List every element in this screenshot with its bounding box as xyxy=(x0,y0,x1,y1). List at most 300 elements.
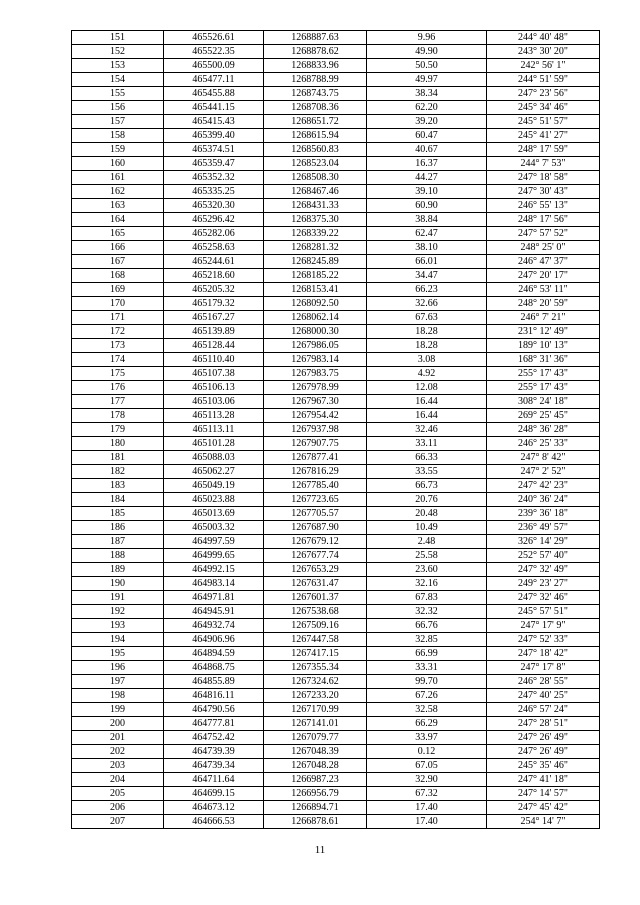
x-coordinate-cell: 464673.12 xyxy=(164,801,264,815)
x-coordinate-cell: 465023.88 xyxy=(164,493,264,507)
distance-cell: 66.23 xyxy=(367,283,487,297)
table-row xyxy=(72,311,600,325)
y-coordinate-cell: 1267631.47 xyxy=(264,577,367,591)
bearing-cell: 246° 28' 55" xyxy=(487,675,600,689)
distance-cell: 99.70 xyxy=(367,675,487,689)
table-row xyxy=(72,535,600,549)
x-coordinate-cell: 465282.06 xyxy=(164,227,264,241)
point-number-cell: 195 xyxy=(72,647,164,661)
x-coordinate-cell: 465218.60 xyxy=(164,269,264,283)
x-coordinate-cell: 464997.59 xyxy=(164,535,264,549)
table-row xyxy=(72,689,600,703)
x-coordinate-cell: 464777.81 xyxy=(164,717,264,731)
bearing-cell: 245° 57' 51" xyxy=(487,605,600,619)
point-number-cell: 160 xyxy=(72,157,164,171)
bearing-cell: 255° 17' 43" xyxy=(487,367,600,381)
x-coordinate-cell: 465003.32 xyxy=(164,521,264,535)
point-number-cell: 159 xyxy=(72,143,164,157)
table-row xyxy=(72,213,600,227)
table-row xyxy=(72,437,600,451)
x-coordinate-cell: 464999.65 xyxy=(164,549,264,563)
y-coordinate-cell: 1266894.71 xyxy=(264,801,367,815)
y-coordinate-cell: 1268092.50 xyxy=(264,297,367,311)
bearing-cell: 247° 17' 8" xyxy=(487,661,600,675)
bearing-cell: 249° 23' 27" xyxy=(487,577,600,591)
table-row xyxy=(72,269,600,283)
table-row xyxy=(72,745,600,759)
table-row xyxy=(72,591,600,605)
table-row xyxy=(72,129,600,143)
distance-cell: 0.12 xyxy=(367,745,487,759)
x-coordinate-cell: 465258.63 xyxy=(164,241,264,255)
point-number-cell: 196 xyxy=(72,661,164,675)
table-row xyxy=(72,353,600,367)
distance-cell: 32.16 xyxy=(367,577,487,591)
distance-cell: 12.08 xyxy=(367,381,487,395)
distance-cell: 50.50 xyxy=(367,59,487,73)
y-coordinate-cell: 1266878.61 xyxy=(264,815,367,829)
y-coordinate-cell: 1268708.36 xyxy=(264,101,367,115)
table-row xyxy=(72,199,600,213)
table-row xyxy=(72,563,600,577)
point-number-cell: 192 xyxy=(72,605,164,619)
x-coordinate-cell: 465526.61 xyxy=(164,31,264,45)
point-number-cell: 172 xyxy=(72,325,164,339)
point-number-cell: 182 xyxy=(72,465,164,479)
distance-cell: 49.97 xyxy=(367,73,487,87)
distance-cell: 33.97 xyxy=(367,731,487,745)
table-row xyxy=(72,605,600,619)
bearing-cell: 242° 56' 1" xyxy=(487,59,600,73)
table-row xyxy=(72,395,600,409)
point-number-cell: 170 xyxy=(72,297,164,311)
table-row xyxy=(72,409,600,423)
y-coordinate-cell: 1268245.89 xyxy=(264,255,367,269)
x-coordinate-cell: 465374.51 xyxy=(164,143,264,157)
bearing-cell: 189° 10' 13" xyxy=(487,339,600,353)
point-number-cell: 207 xyxy=(72,815,164,829)
table-row xyxy=(72,759,600,773)
bearing-cell: 247° 42' 23" xyxy=(487,479,600,493)
table-row xyxy=(72,157,600,171)
x-coordinate-cell: 465522.35 xyxy=(164,45,264,59)
x-coordinate-cell: 465296.42 xyxy=(164,213,264,227)
bearing-cell: 168° 31' 36" xyxy=(487,353,600,367)
point-number-cell: 185 xyxy=(72,507,164,521)
point-number-cell: 179 xyxy=(72,423,164,437)
distance-cell: 39.20 xyxy=(367,115,487,129)
table-row xyxy=(72,297,600,311)
table-row xyxy=(72,227,600,241)
point-number-cell: 168 xyxy=(72,269,164,283)
point-number-cell: 171 xyxy=(72,311,164,325)
x-coordinate-cell: 464983.14 xyxy=(164,577,264,591)
table-row xyxy=(72,619,600,633)
point-number-cell: 164 xyxy=(72,213,164,227)
bearing-cell: 247° 40' 25" xyxy=(487,689,600,703)
page-number: 11 xyxy=(314,844,326,856)
table-row xyxy=(72,339,600,353)
bearing-cell: 248° 20' 59" xyxy=(487,297,600,311)
bearing-cell: 269° 25' 45" xyxy=(487,409,600,423)
bearing-cell: 248° 25' 0" xyxy=(487,241,600,255)
bearing-cell: 247° 18' 42" xyxy=(487,647,600,661)
x-coordinate-cell: 465139.89 xyxy=(164,325,264,339)
y-coordinate-cell: 1267983.14 xyxy=(264,353,367,367)
y-coordinate-cell: 1267233.20 xyxy=(264,689,367,703)
y-coordinate-cell: 1268281.32 xyxy=(264,241,367,255)
y-coordinate-cell: 1267937.98 xyxy=(264,423,367,437)
point-number-cell: 200 xyxy=(72,717,164,731)
bearing-cell: 247° 32' 46" xyxy=(487,591,600,605)
distance-cell: 60.90 xyxy=(367,199,487,213)
point-number-cell: 193 xyxy=(72,619,164,633)
y-coordinate-cell: 1267677.74 xyxy=(264,549,367,563)
x-coordinate-cell: 465013.69 xyxy=(164,507,264,521)
distance-cell: 18.28 xyxy=(367,339,487,353)
point-number-cell: 199 xyxy=(72,703,164,717)
x-coordinate-cell: 465359.47 xyxy=(164,157,264,171)
x-coordinate-cell: 465415.43 xyxy=(164,115,264,129)
x-coordinate-cell: 464666.53 xyxy=(164,815,264,829)
y-coordinate-cell: 1268615.94 xyxy=(264,129,367,143)
table-row xyxy=(72,143,600,157)
point-number-cell: 166 xyxy=(72,241,164,255)
x-coordinate-cell: 465128.44 xyxy=(164,339,264,353)
x-coordinate-cell: 465399.40 xyxy=(164,129,264,143)
bearing-cell: 247° 45' 42" xyxy=(487,801,600,815)
table-row xyxy=(72,493,600,507)
table-row xyxy=(72,731,600,745)
point-number-cell: 177 xyxy=(72,395,164,409)
x-coordinate-cell: 465335.25 xyxy=(164,185,264,199)
y-coordinate-cell: 1267141.01 xyxy=(264,717,367,731)
x-coordinate-cell: 464932.74 xyxy=(164,619,264,633)
table-row xyxy=(72,31,600,45)
point-number-cell: 153 xyxy=(72,59,164,73)
y-coordinate-cell: 1266987.23 xyxy=(264,773,367,787)
x-coordinate-cell: 465352.32 xyxy=(164,171,264,185)
y-coordinate-cell: 1268651.72 xyxy=(264,115,367,129)
bearing-cell: 246° 57' 24" xyxy=(487,703,600,717)
bearing-cell: 240° 36' 24" xyxy=(487,493,600,507)
table-row xyxy=(72,381,600,395)
y-coordinate-cell: 1267723.65 xyxy=(264,493,367,507)
point-number-cell: 189 xyxy=(72,563,164,577)
bearing-cell: 247° 26' 49" xyxy=(487,731,600,745)
bearing-cell: 248° 36' 28" xyxy=(487,423,600,437)
distance-cell: 67.05 xyxy=(367,759,487,773)
distance-cell: 34.47 xyxy=(367,269,487,283)
point-number-cell: 180 xyxy=(72,437,164,451)
bearing-cell: 247° 32' 49" xyxy=(487,563,600,577)
table-row xyxy=(72,647,600,661)
x-coordinate-cell: 465107.38 xyxy=(164,367,264,381)
bearing-cell: 247° 14' 57" xyxy=(487,787,600,801)
point-number-cell: 174 xyxy=(72,353,164,367)
table-row xyxy=(72,87,600,101)
point-number-cell: 161 xyxy=(72,171,164,185)
bearing-cell: 247° 2' 52" xyxy=(487,465,600,479)
distance-cell: 4.92 xyxy=(367,367,487,381)
point-number-cell: 178 xyxy=(72,409,164,423)
y-coordinate-cell: 1268508.30 xyxy=(264,171,367,185)
y-coordinate-cell: 1267785.40 xyxy=(264,479,367,493)
bearing-cell: 247° 18' 58" xyxy=(487,171,600,185)
point-number-cell: 191 xyxy=(72,591,164,605)
distance-cell: 49.90 xyxy=(367,45,487,59)
x-coordinate-cell: 465205.32 xyxy=(164,283,264,297)
distance-cell: 25.58 xyxy=(367,549,487,563)
distance-cell: 67.32 xyxy=(367,787,487,801)
distance-cell: 44.27 xyxy=(367,171,487,185)
x-coordinate-cell: 464699.15 xyxy=(164,787,264,801)
y-coordinate-cell: 1268833.96 xyxy=(264,59,367,73)
point-number-cell: 181 xyxy=(72,451,164,465)
y-coordinate-cell: 1268523.04 xyxy=(264,157,367,171)
table-row xyxy=(72,171,600,185)
x-coordinate-cell: 464992.15 xyxy=(164,563,264,577)
distance-cell: 60.47 xyxy=(367,129,487,143)
table-row xyxy=(72,423,600,437)
point-number-cell: 165 xyxy=(72,227,164,241)
y-coordinate-cell: 1267079.77 xyxy=(264,731,367,745)
table-row xyxy=(72,479,600,493)
point-number-cell: 188 xyxy=(72,549,164,563)
y-coordinate-cell: 1267538.68 xyxy=(264,605,367,619)
x-coordinate-cell: 464752.42 xyxy=(164,731,264,745)
bearing-cell: 246° 25' 33" xyxy=(487,437,600,451)
y-coordinate-cell: 1267653.29 xyxy=(264,563,367,577)
table-row xyxy=(72,787,600,801)
bearing-cell: 248° 17' 56" xyxy=(487,213,600,227)
bearing-cell: 254° 14' 7" xyxy=(487,815,600,829)
y-coordinate-cell: 1267324.62 xyxy=(264,675,367,689)
point-number-cell: 162 xyxy=(72,185,164,199)
x-coordinate-cell: 464711.64 xyxy=(164,773,264,787)
x-coordinate-cell: 465244.61 xyxy=(164,255,264,269)
y-coordinate-cell: 1268887.63 xyxy=(264,31,367,45)
bearing-cell: 244° 7' 53" xyxy=(487,157,600,171)
y-coordinate-cell: 1268431.33 xyxy=(264,199,367,213)
x-coordinate-cell: 465167.27 xyxy=(164,311,264,325)
bearing-cell: 245° 51' 57" xyxy=(487,115,600,129)
x-coordinate-cell: 465088.03 xyxy=(164,451,264,465)
point-number-cell: 205 xyxy=(72,787,164,801)
point-number-cell: 190 xyxy=(72,577,164,591)
y-coordinate-cell: 1267816.29 xyxy=(264,465,367,479)
point-number-cell: 206 xyxy=(72,801,164,815)
bearing-cell: 247° 23' 56" xyxy=(487,87,600,101)
bearing-cell: 246° 47' 37" xyxy=(487,255,600,269)
y-coordinate-cell: 1268878.62 xyxy=(264,45,367,59)
bearing-cell: 247° 41' 18" xyxy=(487,773,600,787)
bearing-cell: 246° 55' 13" xyxy=(487,199,600,213)
table-row xyxy=(72,703,600,717)
y-coordinate-cell: 1268375.30 xyxy=(264,213,367,227)
y-coordinate-cell: 1267417.15 xyxy=(264,647,367,661)
x-coordinate-cell: 465455.88 xyxy=(164,87,264,101)
table-row xyxy=(72,73,600,87)
point-number-cell: 201 xyxy=(72,731,164,745)
y-coordinate-cell: 1267687.90 xyxy=(264,521,367,535)
point-number-cell: 186 xyxy=(72,521,164,535)
y-coordinate-cell: 1267509.16 xyxy=(264,619,367,633)
distance-cell: 16.37 xyxy=(367,157,487,171)
table-row xyxy=(72,185,600,199)
y-coordinate-cell: 1268339.22 xyxy=(264,227,367,241)
point-number-cell: 204 xyxy=(72,773,164,787)
distance-cell: 39.10 xyxy=(367,185,487,199)
x-coordinate-cell: 465110.40 xyxy=(164,353,264,367)
y-coordinate-cell: 1268185.22 xyxy=(264,269,367,283)
table-row xyxy=(72,675,600,689)
bearing-cell: 231° 12' 49" xyxy=(487,325,600,339)
bearing-cell: 245° 41' 27" xyxy=(487,129,600,143)
distance-cell: 66.01 xyxy=(367,255,487,269)
x-coordinate-cell: 464945.91 xyxy=(164,605,264,619)
distance-cell: 66.76 xyxy=(367,619,487,633)
y-coordinate-cell: 1268000.30 xyxy=(264,325,367,339)
x-coordinate-cell: 464855.89 xyxy=(164,675,264,689)
bearing-cell: 247° 57' 52" xyxy=(487,227,600,241)
distance-cell: 2.48 xyxy=(367,535,487,549)
x-coordinate-cell: 464868.75 xyxy=(164,661,264,675)
table-row xyxy=(72,521,600,535)
x-coordinate-cell: 465320.30 xyxy=(164,199,264,213)
distance-cell: 66.73 xyxy=(367,479,487,493)
x-coordinate-cell: 465477.11 xyxy=(164,73,264,87)
point-number-cell: 187 xyxy=(72,535,164,549)
table-row xyxy=(72,801,600,815)
distance-cell: 17.40 xyxy=(367,801,487,815)
bearing-cell: 247° 20' 17" xyxy=(487,269,600,283)
distance-cell: 66.33 xyxy=(367,451,487,465)
distance-cell: 32.85 xyxy=(367,633,487,647)
point-number-cell: 202 xyxy=(72,745,164,759)
bearing-cell: 247° 30' 43" xyxy=(487,185,600,199)
y-coordinate-cell: 1267048.28 xyxy=(264,759,367,773)
y-coordinate-cell: 1267705.57 xyxy=(264,507,367,521)
bearing-cell: 326° 14' 29" xyxy=(487,535,600,549)
bearing-cell: 247° 26' 49" xyxy=(487,745,600,759)
bearing-cell: 245° 34' 46" xyxy=(487,101,600,115)
point-number-cell: 203 xyxy=(72,759,164,773)
x-coordinate-cell: 465179.32 xyxy=(164,297,264,311)
distance-cell: 38.84 xyxy=(367,213,487,227)
table-row xyxy=(72,661,600,675)
y-coordinate-cell: 1267986.05 xyxy=(264,339,367,353)
bearing-cell: 244° 40' 48" xyxy=(487,31,600,45)
bearing-cell: 239° 36' 18" xyxy=(487,507,600,521)
y-coordinate-cell: 1267907.75 xyxy=(264,437,367,451)
x-coordinate-cell: 464739.34 xyxy=(164,759,264,773)
distance-cell: 33.55 xyxy=(367,465,487,479)
y-coordinate-cell: 1267355.34 xyxy=(264,661,367,675)
distance-cell: 23.60 xyxy=(367,563,487,577)
point-number-cell: 158 xyxy=(72,129,164,143)
y-coordinate-cell: 1267983.75 xyxy=(264,367,367,381)
x-coordinate-cell: 465062.27 xyxy=(164,465,264,479)
x-coordinate-cell: 464816.11 xyxy=(164,689,264,703)
x-coordinate-cell: 465101.28 xyxy=(164,437,264,451)
distance-cell: 10.49 xyxy=(367,521,487,535)
distance-cell: 32.90 xyxy=(367,773,487,787)
x-coordinate-cell: 464971.81 xyxy=(164,591,264,605)
point-number-cell: 157 xyxy=(72,115,164,129)
y-coordinate-cell: 1268560.83 xyxy=(264,143,367,157)
distance-cell: 38.34 xyxy=(367,87,487,101)
x-coordinate-cell: 464906.96 xyxy=(164,633,264,647)
bearing-cell: 243° 30' 20" xyxy=(487,45,600,59)
distance-cell: 66.99 xyxy=(367,647,487,661)
y-coordinate-cell: 1267978.99 xyxy=(264,381,367,395)
point-number-cell: 156 xyxy=(72,101,164,115)
point-number-cell: 167 xyxy=(72,255,164,269)
bearing-cell: 236° 49' 57" xyxy=(487,521,600,535)
x-coordinate-cell: 464739.39 xyxy=(164,745,264,759)
table-row xyxy=(72,59,600,73)
distance-cell: 38.10 xyxy=(367,241,487,255)
table-row xyxy=(72,283,600,297)
x-coordinate-cell: 464790.56 xyxy=(164,703,264,717)
point-number-cell: 176 xyxy=(72,381,164,395)
table-row xyxy=(72,465,600,479)
distance-cell: 33.31 xyxy=(367,661,487,675)
y-coordinate-cell: 1268788.99 xyxy=(264,73,367,87)
y-coordinate-cell: 1268743.75 xyxy=(264,87,367,101)
table-row xyxy=(72,633,600,647)
distance-cell: 33.11 xyxy=(367,437,487,451)
bearing-cell: 248° 17' 59" xyxy=(487,143,600,157)
table-row xyxy=(72,241,600,255)
distance-cell: 67.83 xyxy=(367,591,487,605)
table-row xyxy=(72,255,600,269)
table-row xyxy=(72,577,600,591)
bearing-cell: 247° 52' 33" xyxy=(487,633,600,647)
point-number-cell: 197 xyxy=(72,675,164,689)
bearing-cell: 255° 17' 43" xyxy=(487,381,600,395)
y-coordinate-cell: 1267679.12 xyxy=(264,535,367,549)
distance-cell: 20.76 xyxy=(367,493,487,507)
x-coordinate-cell: 465106.13 xyxy=(164,381,264,395)
table-row xyxy=(72,325,600,339)
point-number-cell: 183 xyxy=(72,479,164,493)
y-coordinate-cell: 1266956.79 xyxy=(264,787,367,801)
coordinates-table xyxy=(71,30,600,829)
distance-cell: 16.44 xyxy=(367,395,487,409)
distance-cell: 32.32 xyxy=(367,605,487,619)
x-coordinate-cell: 465049.19 xyxy=(164,479,264,493)
point-number-cell: 163 xyxy=(72,199,164,213)
table-row xyxy=(72,507,600,521)
table-row xyxy=(72,45,600,59)
distance-cell: 3.08 xyxy=(367,353,487,367)
x-coordinate-cell: 464894.59 xyxy=(164,647,264,661)
distance-cell: 66.29 xyxy=(367,717,487,731)
x-coordinate-cell: 465500.09 xyxy=(164,59,264,73)
x-coordinate-cell: 465113.28 xyxy=(164,409,264,423)
y-coordinate-cell: 1268153.41 xyxy=(264,283,367,297)
point-number-cell: 151 xyxy=(72,31,164,45)
y-coordinate-cell: 1268062.14 xyxy=(264,311,367,325)
y-coordinate-cell: 1267048.39 xyxy=(264,745,367,759)
point-number-cell: 198 xyxy=(72,689,164,703)
point-number-cell: 155 xyxy=(72,87,164,101)
distance-cell: 20.48 xyxy=(367,507,487,521)
point-number-cell: 173 xyxy=(72,339,164,353)
distance-cell: 32.46 xyxy=(367,423,487,437)
